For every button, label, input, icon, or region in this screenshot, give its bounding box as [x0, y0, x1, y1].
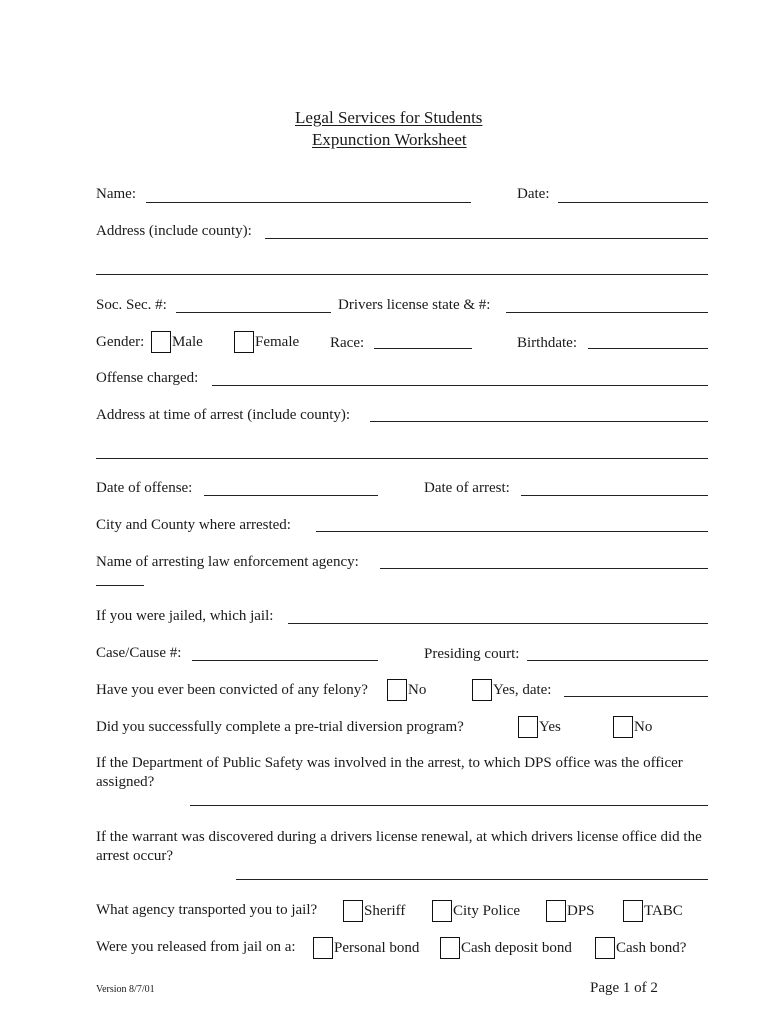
dl-label: Drivers license state & #: [338, 297, 491, 313]
agency-label: Name of arresting law enforcement agency: [96, 554, 359, 570]
address-label: Address (include county): [96, 223, 252, 239]
name-field[interactable] [146, 202, 471, 203]
release-cash-deposit-checkbox[interactable] [440, 937, 460, 959]
felony-yes-checkbox[interactable] [472, 679, 492, 701]
transport-dps-label: DPS [567, 903, 595, 919]
address-field-line-2[interactable] [96, 274, 708, 275]
gender-female-checkbox[interactable] [234, 331, 254, 353]
transport-city-checkbox[interactable] [432, 900, 452, 922]
name-label: Name: [96, 186, 136, 202]
case-field[interactable] [192, 660, 378, 661]
form-title: Legal Services for Students [295, 108, 483, 127]
diversion-question: Did you successfully complete a pre-trial diversion program? [96, 719, 464, 735]
gender-label: Gender: [96, 334, 145, 350]
release-cash-deposit-label: Cash deposit bond [461, 940, 572, 956]
gender-male-label: Male [172, 334, 203, 350]
arrest-date-field[interactable] [521, 495, 708, 496]
version-label: Version 8/7/01 [96, 984, 155, 995]
case-label: Case/Cause #: [96, 645, 182, 661]
agency-field-line-2[interactable] [96, 585, 144, 586]
dps-question: If the Department of Public Safety was involved in the arrest, to which DPS office was the officer assigned? [96, 755, 683, 790]
felony-question: Have you ever been convicted of any felony? [96, 682, 368, 698]
release-personal-label: Personal bond [334, 940, 420, 956]
release-question: Were you released from jail on a: [96, 939, 296, 955]
jail-field[interactable] [288, 623, 708, 624]
gender-male-checkbox[interactable] [151, 331, 171, 353]
arrest-address-field-line-2[interactable] [96, 458, 708, 459]
gender-female-label: Female [255, 334, 300, 350]
birthdate-label: Birthdate: [517, 335, 577, 351]
dl-field[interactable] [506, 312, 708, 313]
city-county-label: City and County where arrested: [96, 517, 291, 533]
date-label: Date: [517, 186, 550, 202]
transport-city-label: City Police [453, 903, 521, 919]
felony-yes-label: Yes, date: [493, 682, 552, 698]
diversion-yes-checkbox[interactable] [518, 716, 538, 738]
transport-tabc-checkbox[interactable] [623, 900, 643, 922]
page-number: Page 1 of 2 [590, 980, 658, 996]
arrest-address-field[interactable] [370, 421, 708, 422]
transport-dps-checkbox[interactable] [546, 900, 566, 922]
date-field[interactable] [558, 202, 708, 203]
release-cash-checkbox[interactable] [595, 937, 615, 959]
ssn-label: Soc. Sec. #: [96, 297, 167, 313]
offense-date-label: Date of offense: [96, 480, 193, 496]
address-field[interactable] [265, 238, 708, 239]
arrest-date-label: Date of arrest: [424, 480, 510, 496]
felony-no-checkbox[interactable] [387, 679, 407, 701]
felony-no-label: No [408, 682, 427, 698]
offense-label: Offense charged: [96, 370, 199, 386]
court-field[interactable] [527, 660, 708, 661]
release-cash-label: Cash bond? [616, 940, 687, 956]
form-subtitle: Expunction Worksheet [312, 130, 467, 149]
agency-field[interactable] [380, 568, 708, 569]
warrant-field[interactable] [236, 879, 708, 880]
transport-tabc-label: TABC [644, 903, 683, 919]
court-label: Presiding court: [424, 646, 520, 662]
felony-date-field[interactable] [564, 696, 708, 697]
offense-date-field[interactable] [204, 495, 378, 496]
jail-label: If you were jailed, which jail: [96, 608, 274, 624]
diversion-no-label: No [634, 719, 653, 735]
city-county-field[interactable] [316, 531, 708, 532]
race-label: Race: [330, 335, 365, 351]
transport-question: What agency transported you to jail? [96, 902, 318, 918]
offense-field[interactable] [212, 385, 708, 386]
arrest-address-label: Address at time of arrest (include county): [96, 407, 351, 423]
ssn-field[interactable] [176, 312, 331, 313]
birthdate-field[interactable] [588, 348, 708, 349]
release-personal-checkbox[interactable] [313, 937, 333, 959]
warrant-question: If the warrant was discovered during a drivers license renewal, at which drivers license office did the arrest occur? [96, 829, 702, 864]
diversion-no-checkbox[interactable] [613, 716, 633, 738]
transport-sheriff-checkbox[interactable] [343, 900, 363, 922]
dps-field[interactable] [190, 805, 708, 806]
race-field[interactable] [374, 348, 472, 349]
transport-sheriff-label: Sheriff [364, 903, 406, 919]
diversion-yes-label: Yes [539, 719, 561, 735]
